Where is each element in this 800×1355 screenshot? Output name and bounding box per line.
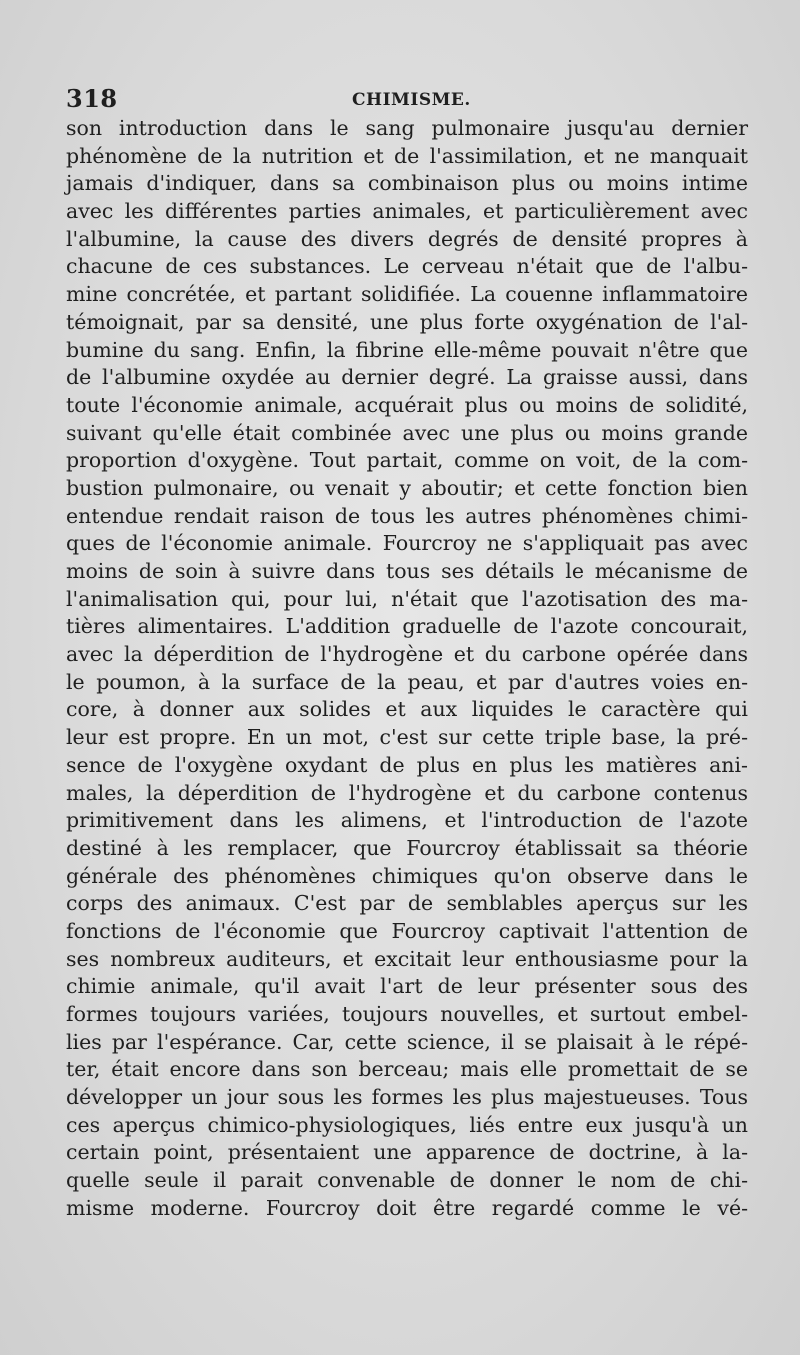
- text-line: témoignait, par sa densité, une plus forte oxygénation de l'al-: [66, 309, 748, 334]
- text-line: leur est propre. En un mot, c'est sur cette triple base, la pré-: [66, 725, 748, 750]
- running-title: CHIMISME.: [352, 90, 471, 110]
- text-line: bustion pulmonaire, ou venait y aboutir; et cette fonction bien: [66, 475, 748, 500]
- text-line: lies par l'espérance. Car, cette science, il se plaisait à le répé-: [66, 1029, 748, 1054]
- text-line: développer un jour sous les formes les plus majestueuses. Tous: [66, 1085, 748, 1110]
- text-line: générale des phénomènes chimiques qu'on observe dans le: [66, 863, 748, 888]
- running-header: [66, 84, 746, 114]
- text-line: l'animalisation qui, pour lui, n'était que l'azotisation des ma-: [66, 586, 748, 611]
- text-line: moins de soin à suivre dans tous ses détails le mécanisme de: [66, 559, 748, 583]
- text-line: fonctions de l'économie que Fourcroy captivait l'attention de: [66, 918, 748, 943]
- text-line: l'albumine, la cause des divers degrés de densité propres à: [66, 226, 748, 251]
- text-line: phénomène de la nutrition et de l'assimilation, et ne manquait: [66, 143, 748, 168]
- text-line: quelle seule il parait convenable de donner le nom de chi-: [66, 1168, 748, 1193]
- text-line: sence de l'oxygène oxydant de plus en plus les matières ani-: [66, 752, 748, 777]
- text-line: le poumon, à la surface de la peau, et par d'autres voies en-: [66, 669, 748, 694]
- text-line: core, à donner aux solides et aux liquides le caractère qui: [66, 697, 748, 722]
- text-line: avec les différentes parties animales, et particulièrement avec: [66, 199, 748, 224]
- text-line: toute l'économie animale, acquérait plus ou moins de solidité,: [66, 392, 748, 417]
- page-number: 318: [66, 84, 118, 113]
- text-line: tières alimentaires. L'addition graduelle de l'azote concourait,: [66, 614, 748, 639]
- text-line: suivant qu'elle était combinée avec une plus ou moins grande: [66, 420, 748, 445]
- text-line: ces aperçus chimico-physiologiques, liés entre eux jusqu'à un: [66, 1112, 748, 1137]
- text-line: ses nombreux auditeurs, et excitait leur enthousiasme pour la: [66, 946, 748, 971]
- text-line: ter, était encore dans son berceau; mais elle promettait de se: [66, 1057, 748, 1082]
- text-line: proportion d'oxygène. Tout partait, comme on voit, de la com-: [66, 448, 748, 473]
- body-text: [66, 115, 748, 1223]
- text-line: chacune de ces substances. Le cerveau n'était que de l'albu-: [66, 254, 748, 279]
- text-line: mine concrétée, et partant solidifiée. La couenne inflammatoire: [66, 282, 748, 307]
- text-line: corps des animaux. C'est par de semblables aperçus sur les: [66, 891, 748, 916]
- text-line: formes toujours variées, toujours nouvelles, et surtout embel-: [66, 1002, 748, 1026]
- text-line: certain point, présentaient une apparence de doctrine, à la-: [66, 1140, 748, 1165]
- text-line: primitivement dans les alimens, et l'introduction de l'azote: [66, 808, 748, 833]
- text-line: avec la déperdition de l'hydrogène et du carbone opérée dans: [66, 642, 748, 667]
- text-line: bumine du sang. Enfin, la fibrine elle-même pouvait n'être que: [66, 337, 748, 362]
- text-line: ques de l'économie animale. Fourcroy ne s'appliquait pas avec: [66, 531, 748, 556]
- text-line: chimie animale, qu'il avait l'art de leur présenter sous des: [66, 974, 748, 999]
- text-line: son introduction dans le sang pulmonaire jusqu'au dernier: [66, 116, 748, 140]
- text-line: males, la déperdition de l'hydrogène et du carbone contenus: [66, 780, 748, 805]
- text-line: jamais d'indiquer, dans sa combinaison plus ou moins intime: [66, 171, 748, 196]
- text-line: de l'albumine oxydée au dernier degré. La graisse aussi, dans: [66, 365, 748, 390]
- text-line: misme moderne. Fourcroy doit être regardé comme le vé-: [66, 1195, 748, 1220]
- text-line: entendue rendait raison de tous les autres phénomènes chimi-: [66, 503, 748, 528]
- text-line: destiné à les remplacer, que Fourcroy établissait sa théorie: [66, 835, 748, 860]
